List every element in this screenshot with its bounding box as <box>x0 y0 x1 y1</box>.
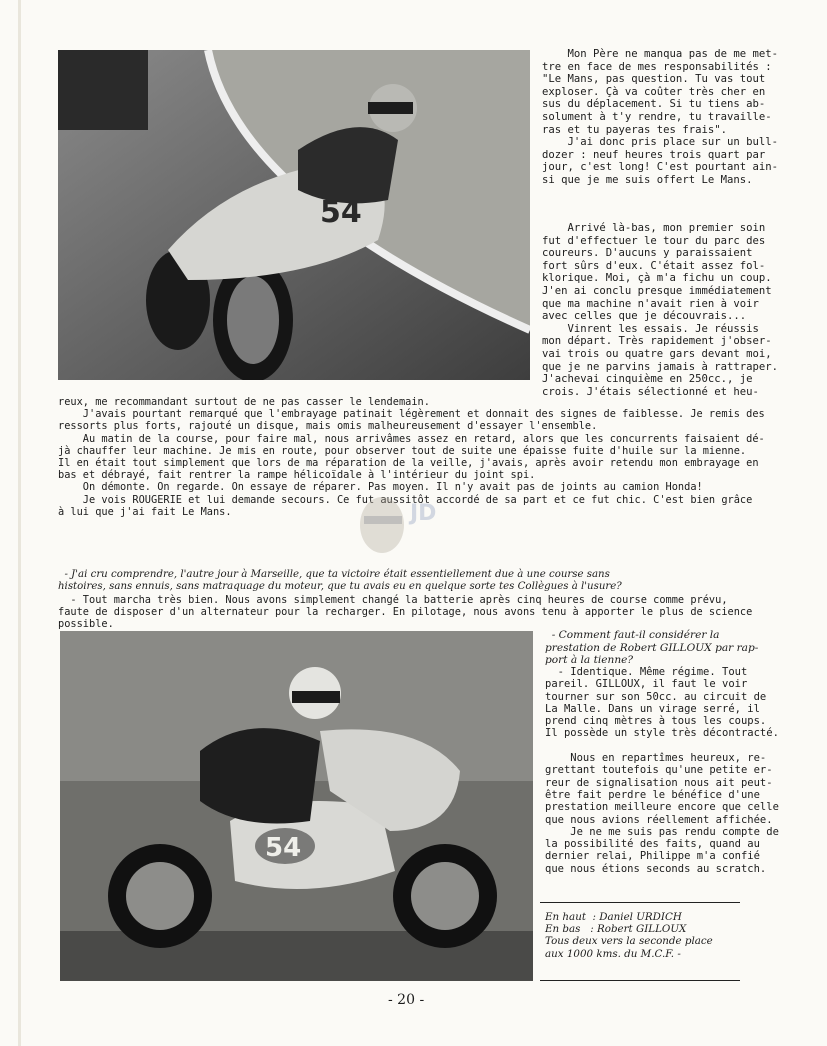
text-line: possible. <box>58 618 114 631</box>
page-edge <box>18 0 21 1046</box>
text-line: dozer : neuf heures trois quart par <box>542 148 766 161</box>
text-line: Mon Père ne manqua pas de me met- <box>542 48 778 60</box>
text-line: fut d'effectuer le tour du parc des <box>542 234 766 247</box>
text-line: solument à t'y rendre, tu travaille- <box>542 110 772 123</box>
text-line: - J'ai cru comprendre, l'autre jour à Marseille, que ta victoire était essentiellement due à une course sans <box>58 569 610 580</box>
caption-line: Tous deux vers la seconde place <box>545 935 713 948</box>
column-top-right <box>542 48 778 187</box>
photo-top-number: 54 <box>320 195 362 230</box>
caption-rule-bottom <box>540 980 740 981</box>
text-line: Je vois ROUGERIE et lui demande secours. Ce fut aussitôt accordé de sa part et ce fut chic. C'est bien grâce <box>58 493 753 506</box>
text-line: klorique. Moi, çà m'a fichu un coup. <box>542 272 772 285</box>
text-line: la possibilité des faits, quand au <box>545 838 760 851</box>
text-line: exploser. Çà va coûter très cher en <box>542 85 766 98</box>
text-line: - Identique. Même régime. Tout <box>545 666 748 678</box>
text-line: Il possède un style très décontracté. <box>545 727 779 740</box>
text-line: - Tout marcha très bien. Nous avons simplement changé la batterie après cinq heures de course comme prévu, <box>58 594 728 606</box>
text-line: J'achevai cinquième en 250cc., je <box>542 373 753 386</box>
text-line: grettant toutefois qu'une petite er- <box>545 764 773 777</box>
text-line: bas et débrayé, fait rentrer la rampe hélicoïdale à l'intérieur du joint spi. <box>58 469 536 482</box>
text-line: que nous étions seconds au scratch. <box>545 862 767 875</box>
text-line: avec celles que je découvrais... <box>542 310 747 323</box>
photo-robert-gilloux <box>60 631 533 981</box>
text-line: Vinrent les essais. Je réussis <box>542 322 759 335</box>
text-line: coureurs. D'aucuns y paraissaient <box>542 247 753 260</box>
text-line: Je ne me suis pas rendu compte de <box>545 825 779 838</box>
text-line: fort sûrs d'eux. C'était assez fol- <box>542 259 766 272</box>
text-line: pareil. GILLOUX, il faut le voir <box>545 678 748 691</box>
text-line: reur de signalisation nous ait peut- <box>545 776 773 789</box>
caption-line: En haut : Daniel URDICH <box>545 911 682 923</box>
question-2 <box>545 629 758 667</box>
photo-bottom-drawing <box>60 631 533 981</box>
text-line: ras et tu payeras tes frais". <box>542 123 727 136</box>
photo-top-drawing <box>58 50 530 380</box>
text-line: jà chauffer leur machine. Je mis en route, pour observer tout de suite une épaisse fuite d'huile sur la mienne. <box>58 444 747 457</box>
text-line: jour, c'est long! C'est pourtant ain- <box>542 161 778 174</box>
photo-bottom-number: 54 <box>265 833 302 863</box>
text-line: prestation meilleure encore que celle <box>545 801 779 814</box>
text-line: tre en face de mes responsabilités : <box>542 60 772 73</box>
column-middle-right <box>542 222 778 398</box>
text-line: J'avais pourtant remarqué que l'embrayage patinait légèrement et donnait des signes de faiblesse. Je remis des <box>58 408 765 421</box>
text-line: port à la tienne? <box>545 654 634 667</box>
text-line: "Le Mans, pas question. Tu vas tout <box>542 73 766 86</box>
text-line: Il en était tout simplement que lors de ma réparation de la veille, j'avais, après avoir retendu mon embrayage en <box>58 457 759 470</box>
text-line: J'en ai conclu presque immédiatement <box>542 284 772 297</box>
text-line: sus du déplacement. Si tu tiens ab- <box>542 98 766 111</box>
text-line: que ma machine n'avait rien à voir <box>542 297 759 310</box>
text-line: à lui que j'ai fait Le Mans. <box>58 505 232 518</box>
text-line: prend cinq mètres à tous les coups. <box>545 715 767 728</box>
text-line: faute de disposer d'un alternateur pour la recharger. En pilotage, nous avons tenu à apporter le plus de science <box>58 606 753 619</box>
photo-daniel-urdich <box>58 50 530 380</box>
page-number: - 20 - <box>388 992 425 1008</box>
text-line: J'ai donc pris place sur un bull- <box>542 136 778 149</box>
answer-2 <box>545 666 779 875</box>
watermark-portrait <box>350 490 460 560</box>
text-line: que nous avions réellement affichée. <box>545 813 773 826</box>
caption-rule-top <box>540 902 740 903</box>
text-line: histoires, sans ennuis, sans matraquage du moteur, que tu avais eu en quelque sorte tes Collègues à l'usure? <box>58 581 622 593</box>
text-line: crois. J'étais sélectionné et heu- <box>542 385 759 398</box>
text-line: vai trois ou quatre gars devant moi, <box>542 347 772 360</box>
text-line: La Malle. Dans un virage serré, il <box>545 702 760 715</box>
text-line: reux, me recommandant surtout de ne pas casser le lendemain. <box>58 396 430 408</box>
text-line: On démonte. On regarde. On essaye de réparer. Pas moyen. Il n'y avait pas de joints au camion Honda! <box>58 481 703 494</box>
text-line: Nous en repartîmes heureux, re- <box>545 752 767 765</box>
text-line: si que je me suis offert Le Mans. <box>542 173 753 186</box>
photo-caption <box>545 911 713 960</box>
answer-1 <box>58 594 752 631</box>
text-line: tourner sur son 50cc. au circuit de <box>545 690 767 703</box>
text-line: dernier relai, Philippe m'a confié <box>545 850 760 863</box>
text-line: - Comment faut-il considérer la <box>545 629 720 641</box>
text-line: mon départ. Très rapidement j'obser- <box>542 335 772 348</box>
text-line: prestation de Robert GILLOUX par rap- <box>545 641 759 654</box>
caption-line: aux 1000 kms. du M.C.F. - <box>545 947 681 960</box>
question-1 <box>58 569 622 593</box>
svg-text:JD: JD <box>410 501 437 526</box>
text-line: Au matin de la course, pour faire mal, nous arrivâmes assez en retard, alors que les concurrents faisaient dé- <box>58 432 765 445</box>
text-line: Arrivé là-bas, mon premier soin <box>542 222 766 234</box>
text-line: ressorts plus forts, rajouté un disque, mais omis malheureusement d'essayer l'ensemble. <box>58 420 598 433</box>
text-line: que je ne parvins jamais à rattraper. <box>542 360 778 373</box>
caption-line: En bas : Robert GILLOUX <box>545 923 687 936</box>
text-line: être fait perdre le bénéfice d'une <box>545 788 760 801</box>
